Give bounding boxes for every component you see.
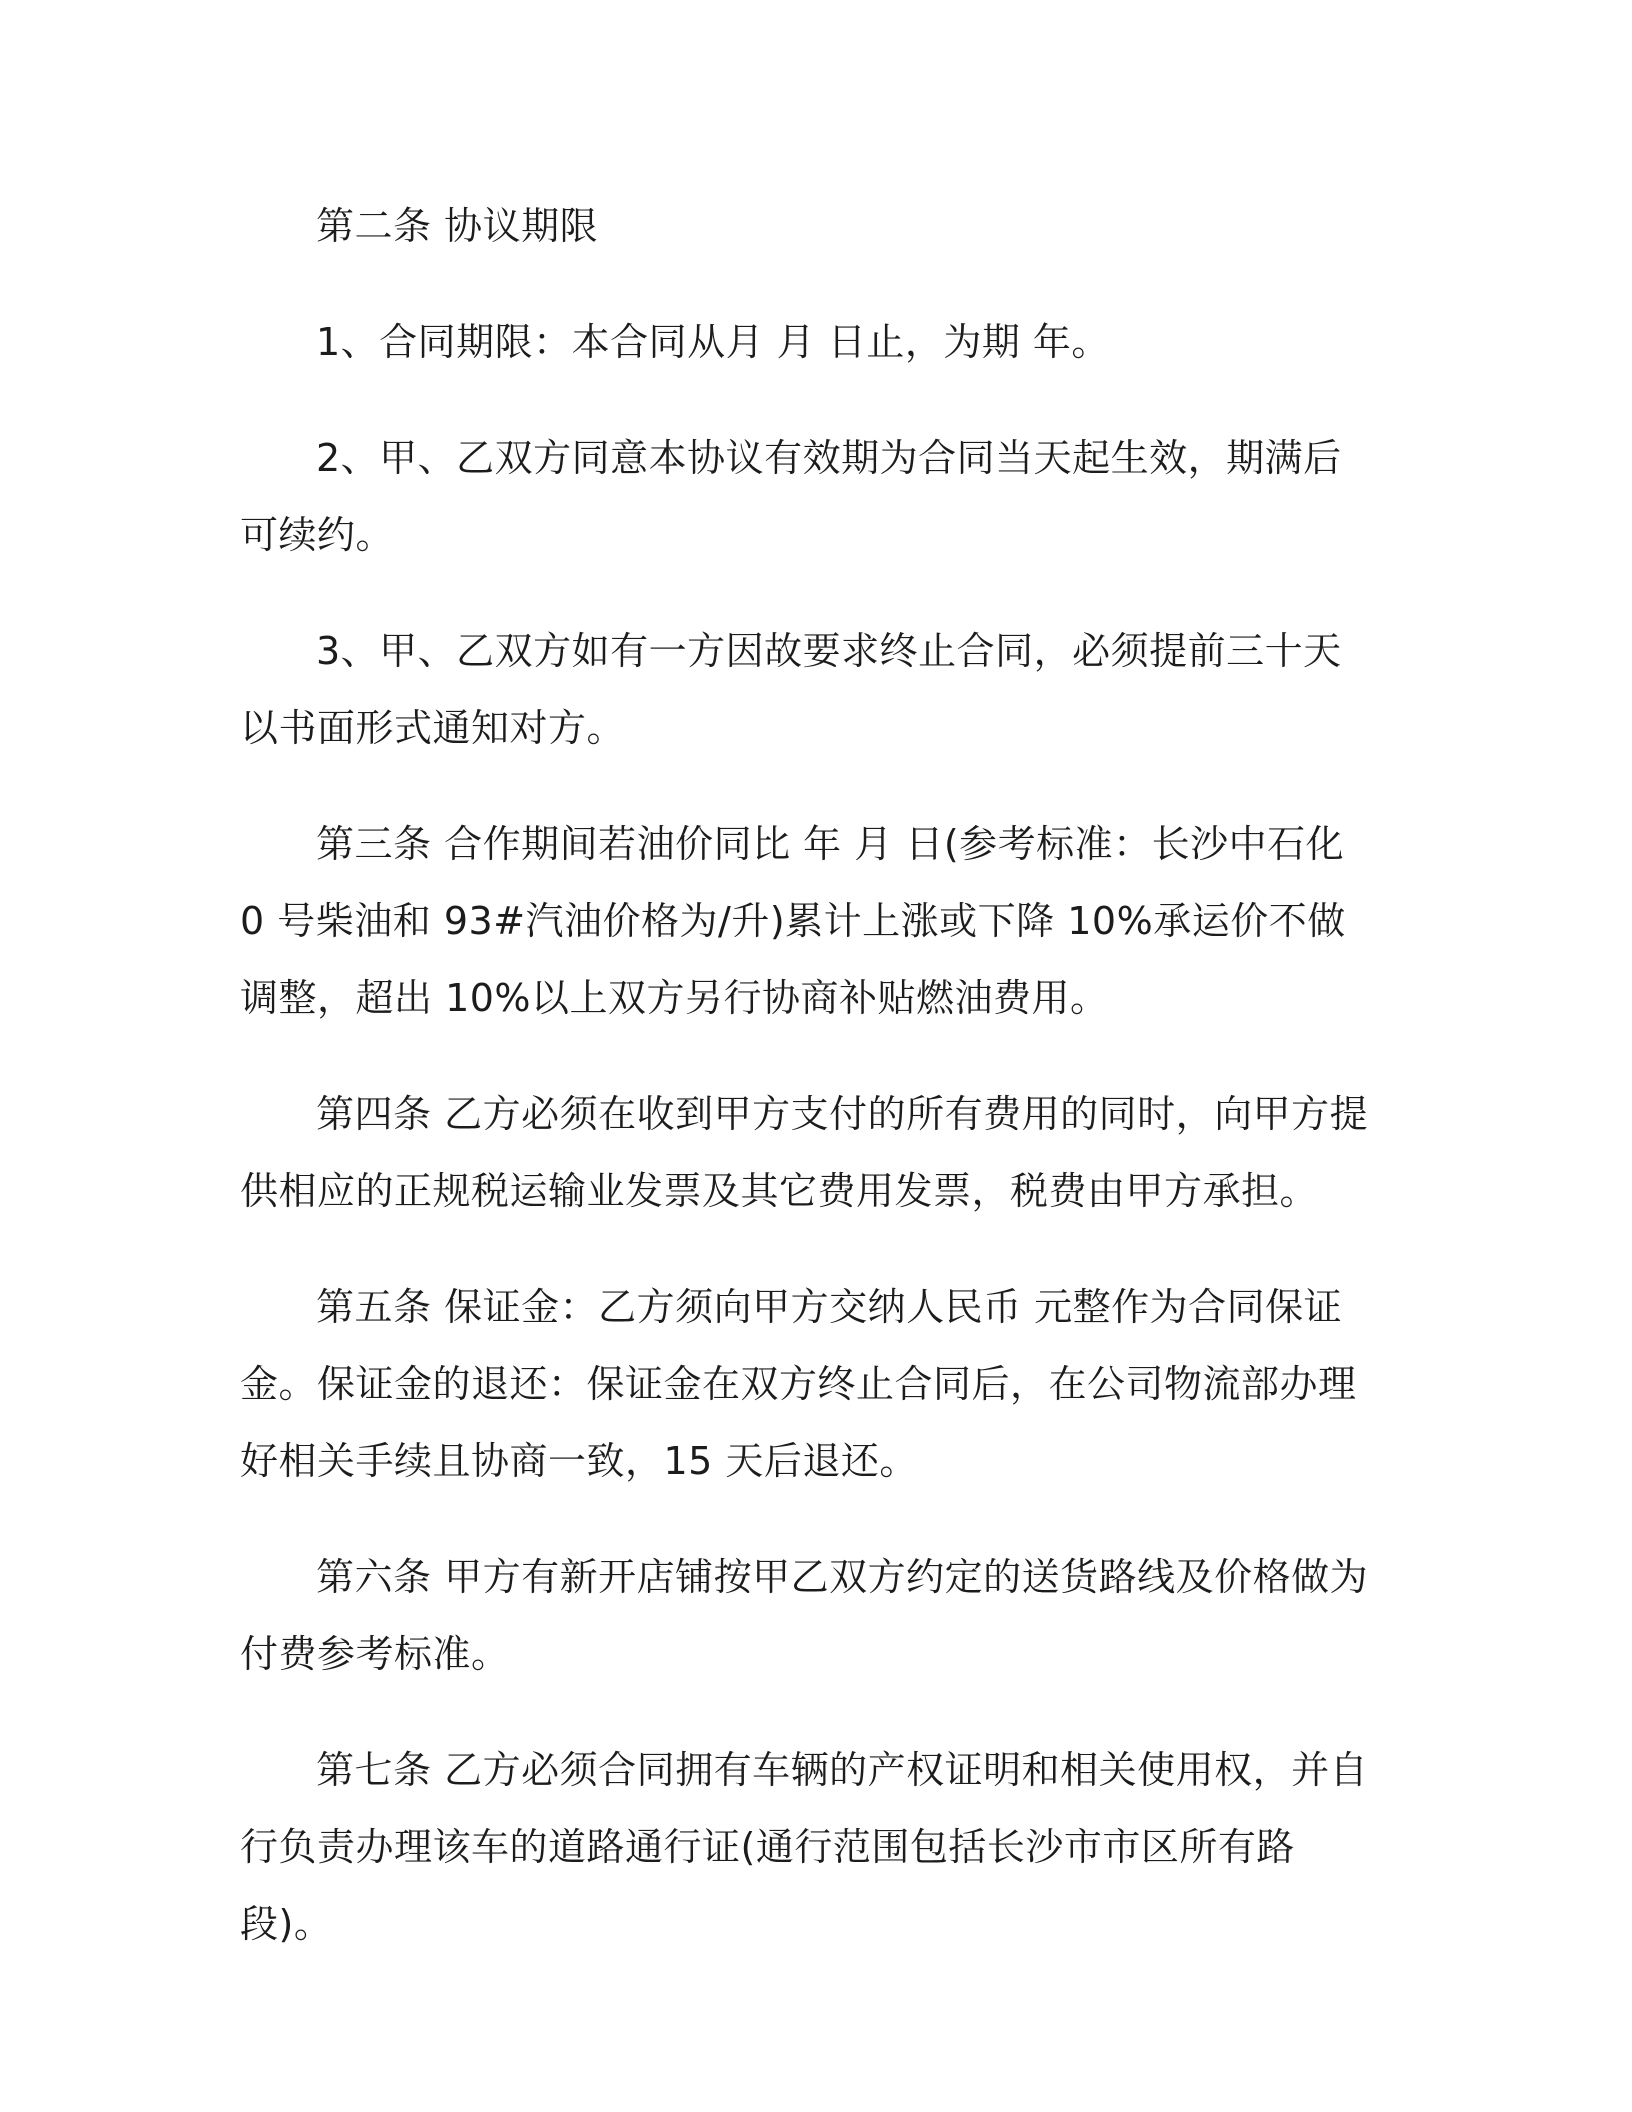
article-2-clause-1: 1、合同期限：本合同从月 月 日止，为期 年。	[316, 320, 1110, 364]
article-6-paragraph: 第六条 甲方有新开店铺按甲乙双方约定的送货路线及价格做为付费参考标准。	[240, 1555, 1369, 1676]
article-5-paragraph: 第五条 保证金：乙方须向甲方交纳人民币 元整作为合同保证金。保证金的退还：保证金在双方终止合同后，在公司物流部办理好相关手续且协商一致，15 天后退还。	[240, 1285, 1357, 1483]
article-3-paragraph: 第三条 合作期间若油价同比 年 月 日(参考标准：长沙中石化 0 号柴油和 93#汽油价格为/升)累计上涨或下降 10%承运价不做调整，超出 10%以上双方另行协商补贴燃油费用。	[240, 822, 1346, 1020]
article-2-heading: 第二条 协议期限	[316, 204, 599, 248]
article-4-paragraph: 第四条 乙方必须在收到甲方支付的所有费用的同时，向甲方提供相应的正规税运输业发票及其它费用发票，税费由甲方承担。	[240, 1092, 1369, 1213]
article-7-paragraph: 第七条 乙方必须合同拥有车辆的产权证明和相关使用权，并自行负责办理该车的道路通行证(通行范围包括长沙市市区所有路段)。	[240, 1748, 1369, 1946]
document-body	[240, 188, 1380, 2002]
article-2-clause-2: 2、甲、乙双方同意本协议有效期为合同当天起生效，期满后可续约。	[240, 436, 1342, 557]
article-2-clause-3: 3、甲、乙双方如有一方因故要求终止合同，必须提前三十天以书面形式通知对方。	[240, 629, 1342, 750]
